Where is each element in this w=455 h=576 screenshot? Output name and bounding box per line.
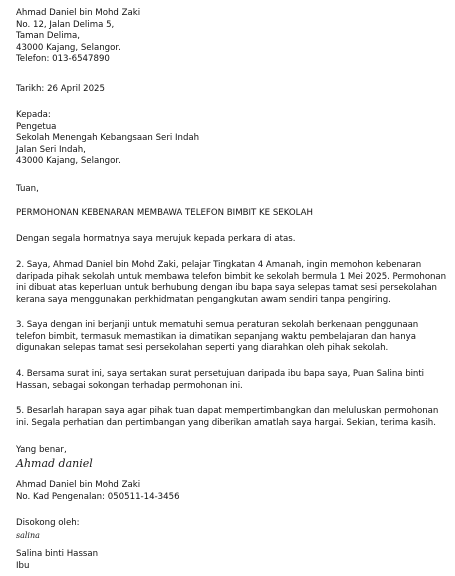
paragraph-5-text: 5. Besarlah harapan saya agar pihak tuan dapat mempertimbangkan dan meluluskan permohonan ini. Segala perhatian dan pertimbangan yang diberikan amatlah saya hargai. Sekian, terima kasih. (16, 406, 439, 428)
endorser-label (16, 518, 448, 530)
paragraph-3-text: 3. Saya dengan ini berjanji untuk mematuhi semua peraturan sekolah berkenaan penggunaan telefon bimbit, termasuk memastikan ia dimatikan sepanjang waktu pembelajaran dan hanya digunakan selepas tamat sesi persekolahan seperti yang diarahkan oleh pihak sekolah. (16, 320, 419, 354)
sender-signature: Ahmad daniel (16, 457, 93, 470)
closing-ic-number: No. Kad Pengenalan: 050511-14-3456 (16, 491, 180, 502)
subject (16, 208, 448, 220)
recipient-address-line-2: 43000 Kajang, Selangor. (16, 156, 121, 167)
salutation (16, 184, 448, 196)
date-text: Tarikh: 26 April 2025 (16, 84, 105, 94)
sender-address-line-1: No. 12, Jalan Delima 5, (16, 19, 115, 30)
salutation-text: Tuan, (16, 184, 39, 194)
paragraph-4 (16, 369, 448, 392)
paragraph-3 (16, 320, 448, 355)
recipient-school: Sekolah Menengah Kebangsaan Seri Indah (16, 133, 200, 144)
sender-name: Ahmad Daniel bin Mohd Zaki (16, 8, 141, 18)
subject-text: PERMOHONAN KEBENARAN MEMBAWA TELEFON BIMBIT KE SEKOLAH (16, 208, 313, 218)
opening-text: Dengan segala hormatnya saya merujuk kepada perkara di atas. (16, 234, 296, 244)
sender-address-line-3: 43000 Kajang, Selangor. (16, 42, 121, 53)
endorser-label-text: Disokong oleh: (16, 518, 80, 528)
endorser-relation: Ibu (16, 560, 30, 571)
valediction (16, 445, 448, 457)
sender-address-line-2: Taman Delima, (16, 31, 80, 42)
sender-closing-details (16, 480, 448, 503)
letter-date (16, 84, 448, 96)
opening-paragraph (16, 234, 448, 246)
sender-address (16, 8, 448, 66)
endorser-signature: salina (16, 531, 40, 540)
paragraph-2-text: 2. Saya, Ahmad Daniel bin Mohd Zaki, pelajar Tingkatan 4 Amanah, ingin memohon kebenaran daripada pihak sekolah untuk membawa telefon bimbit ke sekolah bermula 1 Mei 2025. Permohonan ini dibuat atas keperluan untuk berhubung dengan ibu bapa saya selepas tamat sesi persekolahan kerana saya menggunakan perkhidmatan pengangkutan awam sendiri tanpa pengiring. (16, 260, 447, 305)
sender-phone: Telefon: 013-6547890 (16, 54, 110, 65)
endorser-details (16, 549, 448, 572)
recipient-label: Kepada: (16, 110, 51, 120)
paragraph-5 (16, 406, 448, 429)
recipient-address (16, 110, 448, 168)
valediction-text: Yang benar, (16, 445, 67, 455)
paragraph-4-text: 4. Bersama surat ini, saya sertakan surat persetujuan daripada ibu bapa saya, Puan Salina binti Hassan, sebagai sokongan terhadap permohonan ini. (16, 369, 424, 391)
recipient-address-line-1: Jalan Seri Indah, (16, 144, 86, 155)
closing-name: Ahmad Daniel bin Mohd Zaki (16, 480, 141, 490)
endorser-name: Salina binti Hassan (16, 549, 99, 559)
recipient-title: Pengetua (16, 121, 57, 132)
paragraph-2 (16, 260, 448, 306)
